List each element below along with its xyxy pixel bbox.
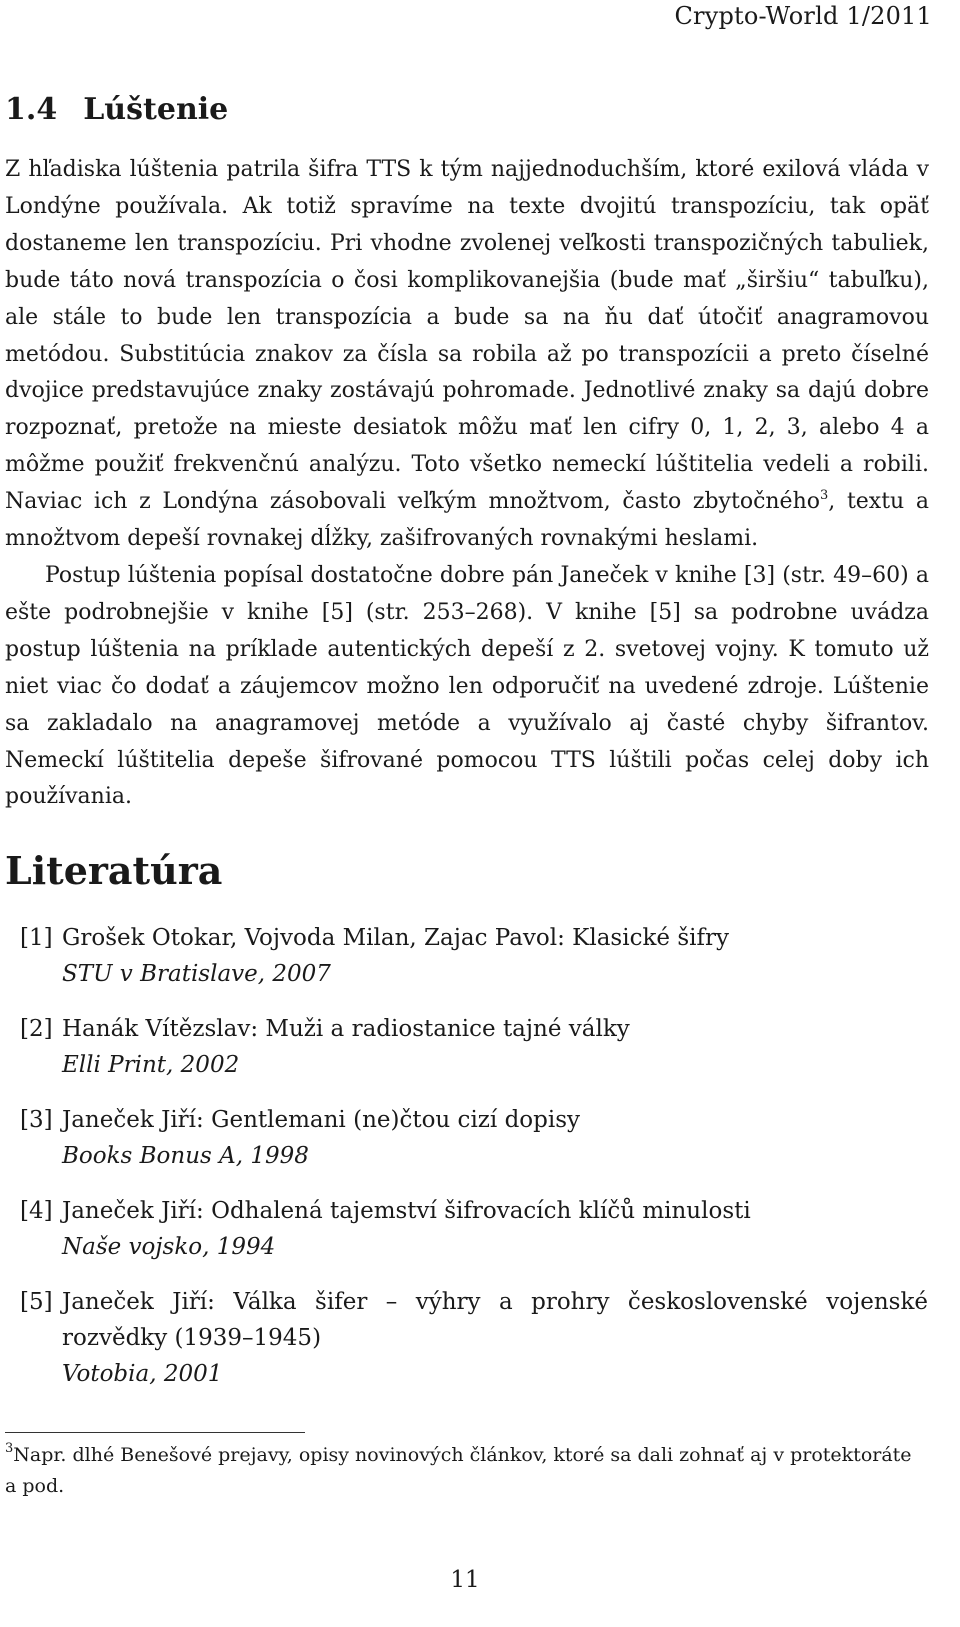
footnote	[5, 1440, 925, 1502]
bibliography-publisher: Naše vojsko, 1994	[62, 1234, 276, 1260]
bibliography-number: [2]	[20, 1016, 53, 1042]
paragraph-text: Z hľadiska lúštenia patrila šifra TTS k tým najjednoduchším, ktoré exilová vláda v Londýne používala. Ak totiž spravíme na texte dvojitú transpozíciu, tak opäť dostaneme len transpozíciu. Pri vhodne zvolenej veľkosti transpozičných tabuliek, bude táto nová transpozícia o čosi komplikovanejšia (bude mať „širšiu“ tabuľku), ale stále to bude len transpozícia a bude sa na ňu dať útočiť anagramovou metódou. Substitúcia znakov za čísla sa robila až po transpozícii a preto číselné dvojice predstavujúce znaky zostávajú pohromade. Jednotlivé znaky sa dajú dobre rozpoznať, pretože na mieste desiatok môžu mať len cifry 0, 1, 2, 3, alebo 4 a môžme použiť frekvenčnú analýzu. Toto všetko nemeckí lúštitelia vedeli a robili. Naviac ich z Londýna zásobovali veľkým množtvom, často zbytočného	[5, 157, 929, 515]
bibliography-number: [3]	[20, 1107, 53, 1133]
page-number: 11	[450, 1567, 480, 1593]
literature-heading: Literatúra	[5, 848, 223, 893]
running-header: Crypto-World 1/2011	[674, 2, 932, 30]
section-title: Lúštenie	[83, 92, 229, 127]
bibliography-entry	[20, 1102, 928, 1174]
bibliography-number: [5]	[20, 1289, 53, 1315]
bibliography-title: Grošek Otokar, Vojvoda Milan, Zajac Pavol: Klasické šifry	[62, 925, 729, 951]
bibliography-number: [1]	[20, 925, 53, 951]
bibliography-publisher: Books Bonus A, 1998	[62, 1143, 309, 1169]
bibliography-publisher: Elli Print, 2002	[62, 1052, 240, 1078]
bibliography-entry	[20, 920, 928, 992]
section-heading	[5, 92, 228, 127]
footnote-text: Napr. dlhé Benešové prejavy, opisy novinových článkov, ktoré sa dali zohnať aj v protektoráte a pod.	[5, 1444, 912, 1497]
paragraph: Postup lúštenia popísal dostatočne dobre pán Janeček v knihe [3] (str. 49–60) a ešte podrobnejšie v knihe [5] (str. 253–268). V knihe [5] sa podrobne uvádza postup lúštenia na príklade autentických depeší z 2. svetovej vojny. K tomuto už niet viac čo dodať a záujemcov možno len odporučiť na uvedené zdroje. Lúštenie sa zakladalo na anagramovej metóde a využívalo aj časté chyby šifrantov. Nemeckí lúštitelia depeše šifrované pomocou TTS lúštili počas celej doby ich používania.	[5, 562, 929, 810]
footnote-divider	[5, 1432, 305, 1433]
bibliography-number: [4]	[20, 1198, 53, 1224]
bibliography-entry	[20, 1011, 928, 1083]
bibliography-publisher: Votobia, 2001	[62, 1361, 223, 1387]
section-number: 1.4	[5, 92, 58, 127]
bibliography-title: Janeček Jiří: Válka šifer – výhry a prohry československé vojenské rozvědky (1939–1945)	[62, 1289, 928, 1351]
section-body	[5, 152, 929, 816]
paragraph	[5, 152, 929, 558]
paragraph-text: , textu a množtvom depeší rovnakej dĺžky, zašifrovaných rovnakými heslami.	[5, 489, 930, 552]
bibliography-title: Janeček Jiří: Gentlemani (ne)čtou cizí dopisy	[62, 1107, 581, 1133]
bibliography-list	[20, 920, 928, 1411]
bibliography-entry	[20, 1284, 928, 1392]
bibliography-title: Janeček Jiří: Odhalená tajemství šifrovacích klíčů minulosti	[62, 1198, 751, 1224]
footnote-reference[interactable]: 3	[820, 488, 829, 504]
bibliography-publisher: STU v Bratislave, 2007	[62, 961, 331, 987]
bibliography-entry	[20, 1193, 928, 1265]
footnote-mark: 3	[5, 1441, 14, 1456]
bibliography-title: Hanák Vítězslav: Muži a radiostanice tajné války	[62, 1016, 630, 1042]
